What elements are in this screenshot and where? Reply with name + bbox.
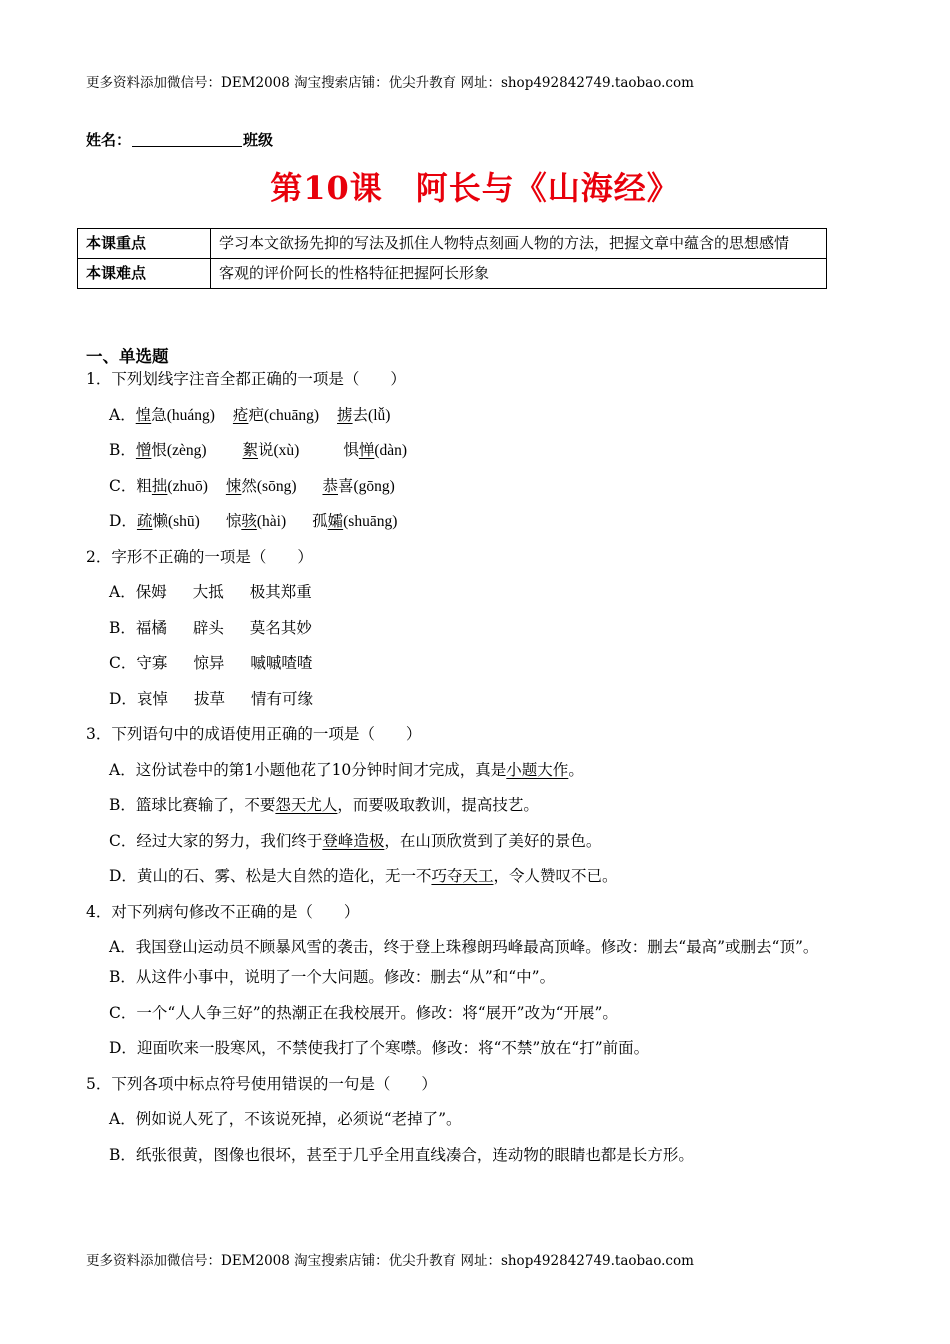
- name-label: 姓名：: [86, 131, 132, 149]
- lesson-title: 第10课 阿长与《山海经》: [270, 169, 680, 207]
- info-key: 本课难点: [78, 259, 211, 289]
- question-1-option-c[interactable]: C．粗拙(zhuō) 悚然(sōng) 恭喜(gōng): [109, 476, 395, 495]
- question-3-option-a[interactable]: A．这份试卷中的第1小题他花了10分钟时间才完成，真是小题大作。: [109, 760, 584, 779]
- question-4-stem: 4．对下列病句修改不正确的是（ ）: [86, 902, 360, 921]
- question-4-option-c[interactable]: C．一个“人人争三好”的热潮正在我校展开。修改：将“展开”改为“开展”。: [109, 1003, 618, 1022]
- info-value: 客观的评价阿长的性格特征把握阿长形象: [211, 259, 827, 289]
- page-footer: 更多资料添加微信号：DEM2008 淘宝搜索店铺：优尖升教育 网址：shop492842749.taobao.com: [86, 1253, 694, 1269]
- question-1-option-d[interactable]: D．疏懒(shū) 惊骇(hài) 孤孀(shuāng): [109, 512, 398, 530]
- info-key: 本课重点: [78, 229, 211, 259]
- question-3-stem: 3．下列语句中的成语使用正确的一项是（ ）: [86, 725, 422, 743]
- question-3-option-b[interactable]: B．篮球比赛输了，不要怨天尤人，而要吸取教训，提高技艺。: [109, 796, 539, 814]
- question-4-option-a[interactable]: A．我国登山运动员不顾暴风雪的袭击，终于登上珠穆朗玛峰最高顶峰。修改：删去“最高”或删去“顶”。: [109, 938, 819, 956]
- question-5-option-b[interactable]: B．纸张很黄，图像也很坏，甚至于几乎全用直线凑合，连动物的眼睛也都是长方形。: [109, 1145, 694, 1164]
- info-row-difficulty: [78, 259, 827, 289]
- question-2-stem: 2．字形不正确的一项是（ ）: [86, 547, 313, 566]
- question-4-option-b[interactable]: B．从这件小事中，说明了一个大问题。修改：删去“从”和“中”。: [109, 968, 556, 986]
- name-class-line: [86, 129, 273, 150]
- question-2-option-c[interactable]: C．守寡 惊异 嘁嘁喳喳: [109, 654, 313, 672]
- question-1-option-b[interactable]: B．憎恨(zèng) 絮说(xù) 惧惮(dàn): [109, 441, 408, 459]
- question-5-stem: 5．下列各项中标点符号使用错误的一句是（ ）: [86, 1074, 437, 1093]
- info-row-focus: [78, 229, 827, 259]
- lesson-info-table: [77, 228, 827, 289]
- question-3-option-d[interactable]: D．黄山的石、雾、松是大自然的造化，无一不巧夺天工，令人赞叹不已。: [109, 867, 618, 885]
- question-3-option-c[interactable]: C．经过大家的努力，我们终于登峰造极，在山顶欣赏到了美好的景色。: [109, 831, 602, 850]
- info-value: 学习本文欲扬先抑的写法及抓住人物特点刻画人物的方法，把握文章中蕴含的思想感情: [211, 229, 827, 259]
- name-blank[interactable]: [132, 132, 242, 147]
- question-2-option-b[interactable]: B．福橘 辟头 莫名其妙: [109, 618, 312, 637]
- question-2-option-a[interactable]: A．保姆 大抵 极其郑重: [109, 583, 312, 601]
- page-header: 更多资料添加微信号：DEM2008 淘宝搜索店铺：优尖升教育 网址：shop492842749.taobao.com: [86, 75, 694, 91]
- question-2-option-d[interactable]: D．哀悼 拔草 情有可缘: [109, 689, 313, 708]
- question-4-option-d[interactable]: D．迎面吹来一股寒风，不禁使我打了个寒噤。修改：将“不禁”放在“打”前面。: [109, 1039, 650, 1057]
- question-5-option-a[interactable]: A．例如说人死了，不该说死掉，必须说“老掉了”。: [109, 1110, 462, 1128]
- class-label: 班级: [243, 131, 274, 149]
- questions: [86, 366, 866, 1177]
- section-title: 一、单选题: [86, 347, 169, 366]
- question-1-option-a[interactable]: A．惶急(huáng) 疮疤(chuāng) 掳去(lǚ): [109, 405, 391, 424]
- question-1-stem: 1．下列划线字注音全都正确的一项是（ ）: [86, 370, 406, 388]
